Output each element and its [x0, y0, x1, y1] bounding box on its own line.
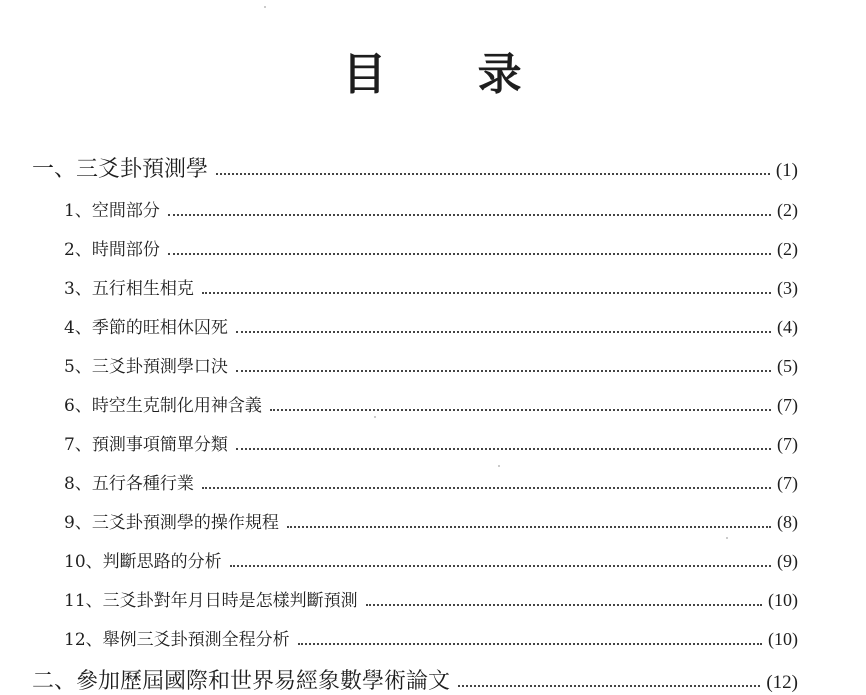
- toc-entry-page: (10): [768, 629, 798, 649]
- toc-entry-page: (9): [777, 551, 798, 571]
- toc-entry: [64, 430, 798, 455]
- dot-leader: [216, 172, 770, 175]
- toc-entry-page: (10): [768, 590, 798, 610]
- toc-entry-label: 3、五行相生相克: [64, 279, 194, 299]
- page-title: 目 录: [342, 49, 560, 100]
- toc-entry: [64, 235, 798, 260]
- toc-entry-page: (2): [777, 239, 798, 259]
- dot-leader: [236, 369, 771, 372]
- toc-entry: [32, 664, 798, 695]
- toc-entry-label: 6、時空生克制化用神含義: [64, 396, 262, 416]
- dot-leader: [168, 213, 771, 216]
- dot-leader: [458, 684, 760, 687]
- dot-leader: [168, 252, 771, 255]
- toc-entry-label: 4、季節的旺相休囚死: [64, 318, 228, 338]
- toc-entry: [64, 625, 798, 650]
- dot-leader: [236, 447, 771, 450]
- toc-entry-label: 9、三爻卦預測學的操作規程: [64, 513, 279, 533]
- toc-entry: [64, 274, 798, 299]
- scan-speck: [498, 465, 500, 467]
- dot-leader: [287, 525, 771, 528]
- toc-entry-label: 12、舉例三爻卦預測全程分析: [64, 630, 290, 650]
- toc-entry-label: 二、參加歷屆國際和世界易經象數學術論文: [32, 669, 451, 694]
- toc-entry-label: 2、時間部份: [64, 240, 160, 260]
- toc-entry-page: (7): [777, 395, 798, 415]
- dot-leader: [230, 564, 771, 567]
- toc-entry: [64, 313, 798, 338]
- toc-entry: [64, 352, 798, 377]
- scan-speck: [726, 537, 728, 539]
- toc-entry-page: (2): [777, 200, 798, 220]
- toc-entry: [64, 469, 798, 494]
- toc-entry-page: (12): [766, 672, 798, 693]
- dot-leader: [298, 642, 762, 645]
- toc-entry: [64, 586, 798, 611]
- scan-speck: [374, 416, 376, 418]
- toc-entry-label: 1、空間部分: [64, 201, 160, 221]
- toc-entry-label: 10、判斷思路的分析: [64, 552, 222, 572]
- toc-entry-page: (5): [777, 356, 798, 376]
- toc-entry: [64, 196, 798, 221]
- toc-entry-page: (3): [777, 278, 798, 298]
- dot-leader: [270, 408, 771, 411]
- dot-leader: [236, 330, 771, 333]
- toc-entry-page: (7): [777, 473, 798, 493]
- toc-entry-label: 11、三爻卦對年月日時是怎樣判斷預測: [64, 591, 358, 611]
- toc-entry-page: (4): [777, 317, 798, 337]
- toc-entry: [64, 391, 798, 416]
- scan-speck: [264, 6, 266, 8]
- toc-entry-label: 7、預測事項簡單分類: [64, 435, 228, 455]
- toc-entry: [32, 152, 798, 183]
- toc-entry-page: (1): [775, 160, 798, 181]
- toc-entry-page: (7): [777, 434, 798, 454]
- toc-entry: [64, 547, 798, 572]
- toc-entry-label: 一、三爻卦預測學: [32, 157, 209, 182]
- toc-entry: [64, 508, 798, 533]
- toc-entry-page: (8): [777, 512, 798, 532]
- dot-leader: [202, 291, 771, 294]
- dot-leader: [366, 603, 762, 606]
- toc-entry-label: 5、三爻卦預測學口決: [64, 357, 228, 377]
- dot-leader: [202, 486, 771, 489]
- toc-entry-label: 8、五行各種行業: [64, 474, 194, 494]
